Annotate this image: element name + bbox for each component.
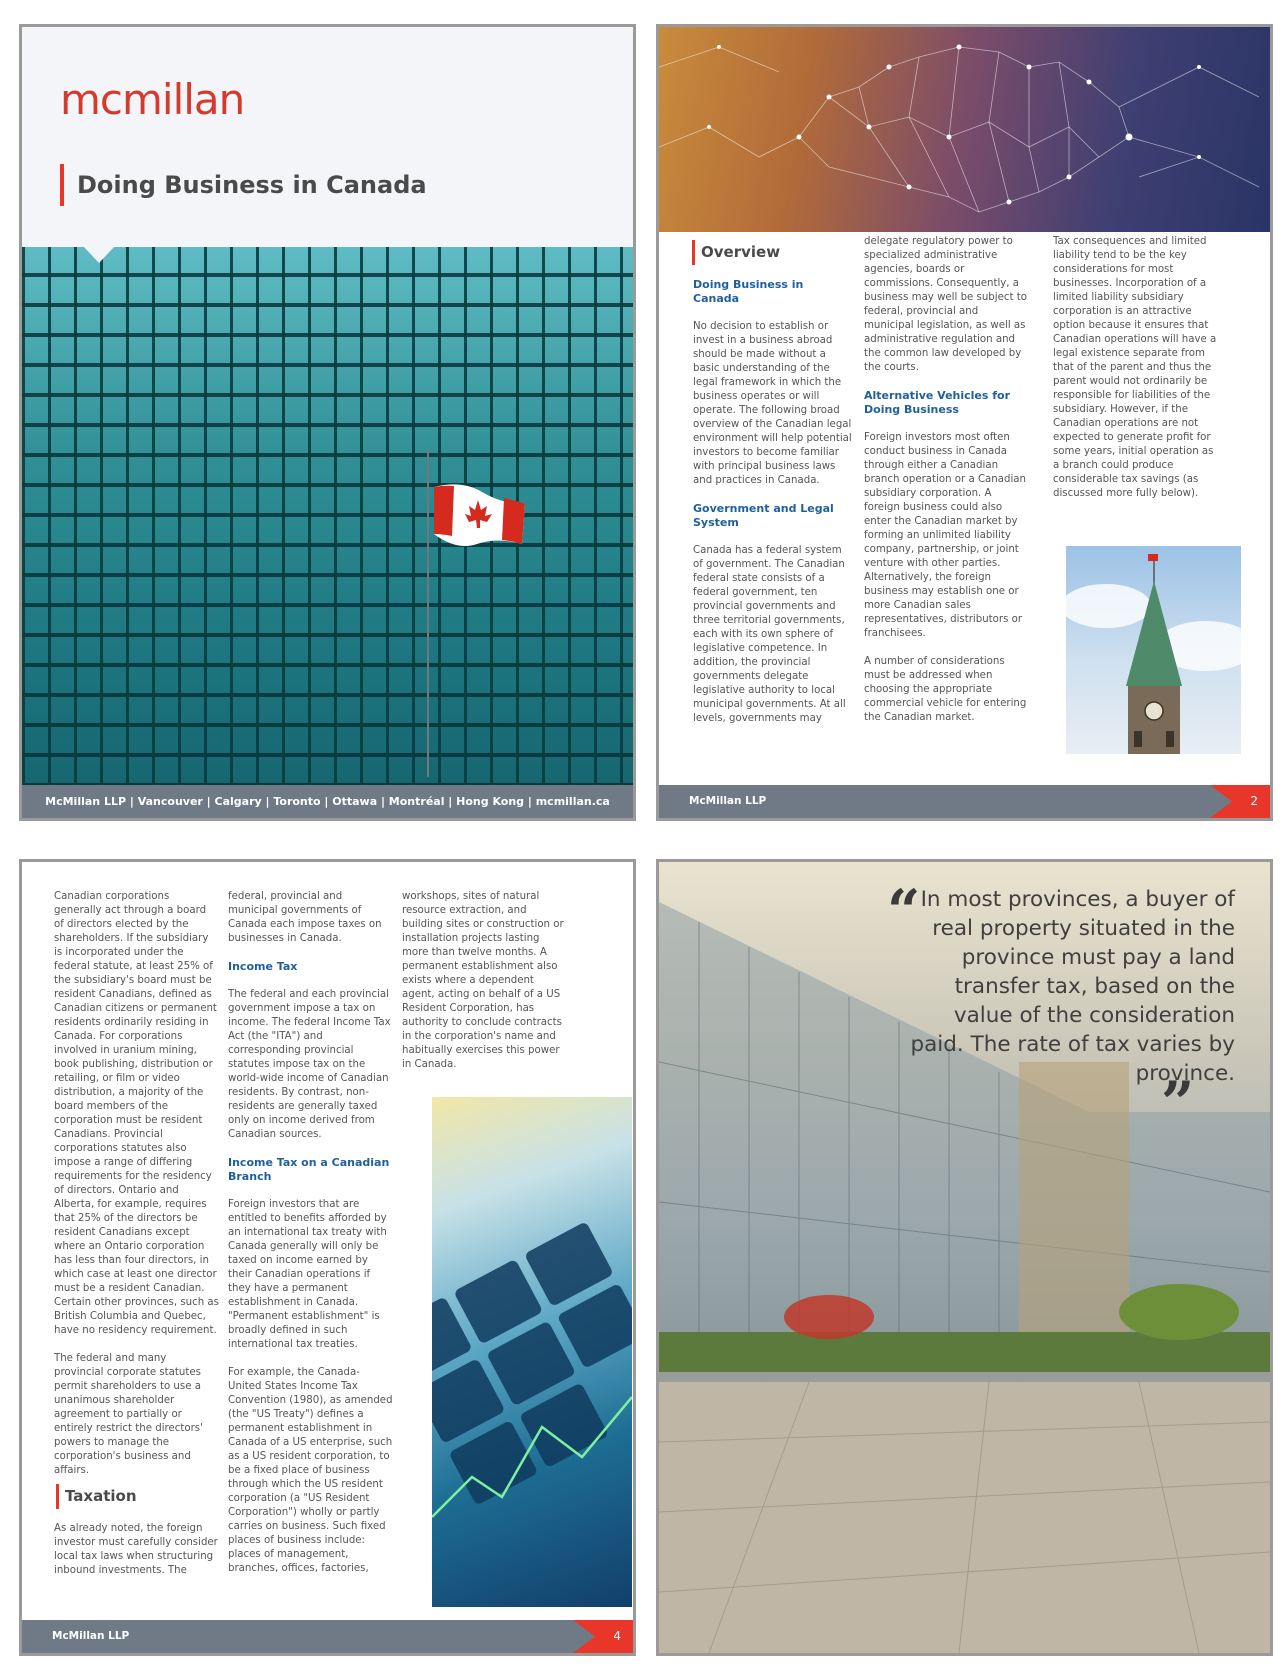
heading-doing-business: Doing Business in Canada <box>693 278 804 305</box>
footer-firm-name: McMillan LLP <box>689 795 767 807</box>
taxation-column-1-continued <box>54 1522 219 1592</box>
paragraph: federal, provincial and municipal governments of Canada each impose taxes on businesses in Canada. <box>228 891 382 944</box>
pull-quote: In most provinces, a buyer of real property situated in the province must pay a land transfer tax, based on the value of the consideration paid. The rate of tax varies by province. <box>910 887 1235 1086</box>
network-map-icon <box>659 27 1270 232</box>
section-accent-bar <box>692 240 695 265</box>
overview-page <box>656 24 1273 821</box>
cover-page <box>19 24 636 821</box>
section-title-taxation: Taxation <box>65 1487 137 1505</box>
paragraph: The federal and many provincial corporate statutes permit shareholders to use a unanimous shareholder agreement to partially or entirely restrict the directors' powers to manage the corporation's business and affairs. <box>54 1353 203 1476</box>
heading-income-tax-branch: Income Tax on a Canadian Branch <box>228 1156 390 1183</box>
cover-header <box>22 27 633 247</box>
paragraph: Tax consequences and limited liability tend to be the key considerations for most businesses. Incorporation of a limited liability subsidiary corporation is an attractive option because it ensures that Canadian operations will have a legal existence separate from that of the parent and thus the parent would not ordinarily be responsible for liabilities of the subsidiary. However, if the Canadian operations are not expected to generate profit for some years, initial operation as a branch could produce considerable tax savings (as discussed more fully below). <box>1053 236 1217 499</box>
paragraph: delegate regulatory power to specialized administrative agencies, boards or commissions. Consequently, a business may well be subject to federal, provincial and municipal legislation, as well as administrative regulation and the common law developed by the courts. <box>864 236 1027 373</box>
footer-red-tab <box>573 1620 633 1653</box>
taxation-page <box>19 859 636 1656</box>
paragraph: As already noted, the foreign investor must carefully consider local tax laws when structuring inbound investments. The <box>54 1523 218 1576</box>
office-locations: McMillan LLP | Vancouver | Calgary | Toronto | Ottawa | Montréal | Hong Kong | mcmillan.ca <box>45 795 610 808</box>
flagpole <box>427 447 429 777</box>
close-quote-icon: ” <box>1161 1069 1195 1137</box>
heading-government-legal-system: Government and Legal System <box>693 502 834 529</box>
footer-red-tab <box>1210 785 1270 818</box>
calculator-icon <box>432 1097 632 1607</box>
page-footer <box>22 1620 633 1653</box>
page-number: 4 <box>613 1629 621 1643</box>
heading-alternative-vehicles: Alternative Vehicles for Doing Business <box>864 389 1011 416</box>
page-footer <box>659 785 1270 818</box>
calculator-photo <box>432 1097 632 1607</box>
page-number: 2 <box>1250 794 1258 808</box>
section-title-overview: Overview <box>701 243 781 261</box>
paragraph: For example, the Canada-United States Income Tax Convention (1980), as amended (the "US Treaty") defines a permanent establishment in Canada of a US enterprise, such as a US resident corporation, to be a fixed place of business through which the US resident corporation (a "US Resident Corporation") wholly or partly carries on business. Such fixed places of business include: places of management, branches, offices, factories, <box>228 1367 393 1574</box>
mcmillan-logo: mcmillan <box>60 75 245 124</box>
peace-tower-photo <box>1066 546 1241 754</box>
paragraph: The federal and each provincial government impose a tax on income. The federal Income Tax Act (the "ITA") and corresponding provincial statutes impose tax on the world-wide income of Canadian residents. By contrast, non-residents are generally taxed only on income derived from Canadian sources. <box>228 989 391 1140</box>
footer-firm-name: McMillan LLP <box>52 1630 130 1642</box>
paragraph: workshops, sites of natural resource extraction, and building sites or construction or installation projects lasting more than twelve months. A permanent establishment also exists where a dependent agent, acting on behalf of a US Resident Corporation, has authority to conclude contracts in the corporation's name and habitually exercises this power in Canada. <box>402 891 564 1070</box>
peace-tower-icon <box>1066 546 1241 754</box>
open-quote-icon: “ <box>887 877 921 945</box>
paragraph: Canada has a federal system of government. The Canadian federal state consists of a federal government, ten provincial governments and three territorial governments, each with its own sphere of legislative competence. In addition, the provincial governments delegate legislative authority to local municipal governments. At all levels, governments may <box>693 545 846 724</box>
overview-column-2 <box>864 235 1029 739</box>
taxation-column-3 <box>402 890 567 1086</box>
paragraph: A number of considerations must be addressed when choosing the appropriate commercial vehicle for entering the Canadian market. <box>864 656 1027 723</box>
paragraph: No decision to establish or invest in a business abroad should be made without a basic understanding of the legal framework in which the business operates or will operate. The following broad overview of the Canadian legal environment will help potential investors to become familiar with principal business laws and practices in Canada. <box>693 321 852 486</box>
header-notch <box>84 247 114 263</box>
heading-income-tax: Income Tax <box>228 960 298 973</box>
overview-column-1 <box>693 278 853 740</box>
quote-page <box>656 859 1273 1656</box>
overview-column-3 <box>1053 235 1221 515</box>
canada-network-map <box>659 27 1270 232</box>
title-accent-bar <box>60 164 64 206</box>
paragraph: Canadian corporations generally act through a board of directors elected by the shareholders. If the subsidiary is incorporated under the federal statute, at least 25% of the subsidiary's board must be resident Canadians, defined as Canadian citizens or permanent residents ordinarily residing in Canada. For corporations involved in uranium mining, book publishing, distribution or retailing, or film or video distribution, a majority of the board members of the corporation must be resident Canadians. Provincial corporations statutes also impose a range of differing requirements for the residency of directors. Ontario and Alberta, for example, requires that 25% of the directors be resident Canadians except where an Ontario corporation has less than four directors, in which case at least one director must be a resident Canadian. Certain other provinces, such as British Columbia and Quebec, have no residency requirement. <box>54 891 219 1336</box>
taxation-column-1 <box>54 890 219 1492</box>
cover-footer <box>22 785 633 818</box>
paragraph: Foreign investors most often conduct business in Canada through either a Canadian branch operation or a Canadian subsidiary corporation. A foreign business could also enter the Canadian market by forming an unlimited liability company, partnership, or joint venture with other parties. Alternatively, the foreign business may establish one or more Canadian sales representatives, distributors or franchisees. <box>864 432 1026 639</box>
taxation-column-2 <box>228 890 393 1590</box>
paragraph: Foreign investors that are entitled to benefits afforded by an international tax treaty with Canada generally will only be taxed on income earned by their Canadian operations if they have a permanent establishment in Canada. "Permanent establishment" is broadly defined in such international tax treaties. <box>228 1199 387 1350</box>
cover-title: Doing Business in Canada <box>77 171 427 199</box>
canada-flag-icon <box>432 482 527 552</box>
section-accent-bar <box>56 1484 59 1509</box>
glass-building-photo <box>22 247 633 787</box>
